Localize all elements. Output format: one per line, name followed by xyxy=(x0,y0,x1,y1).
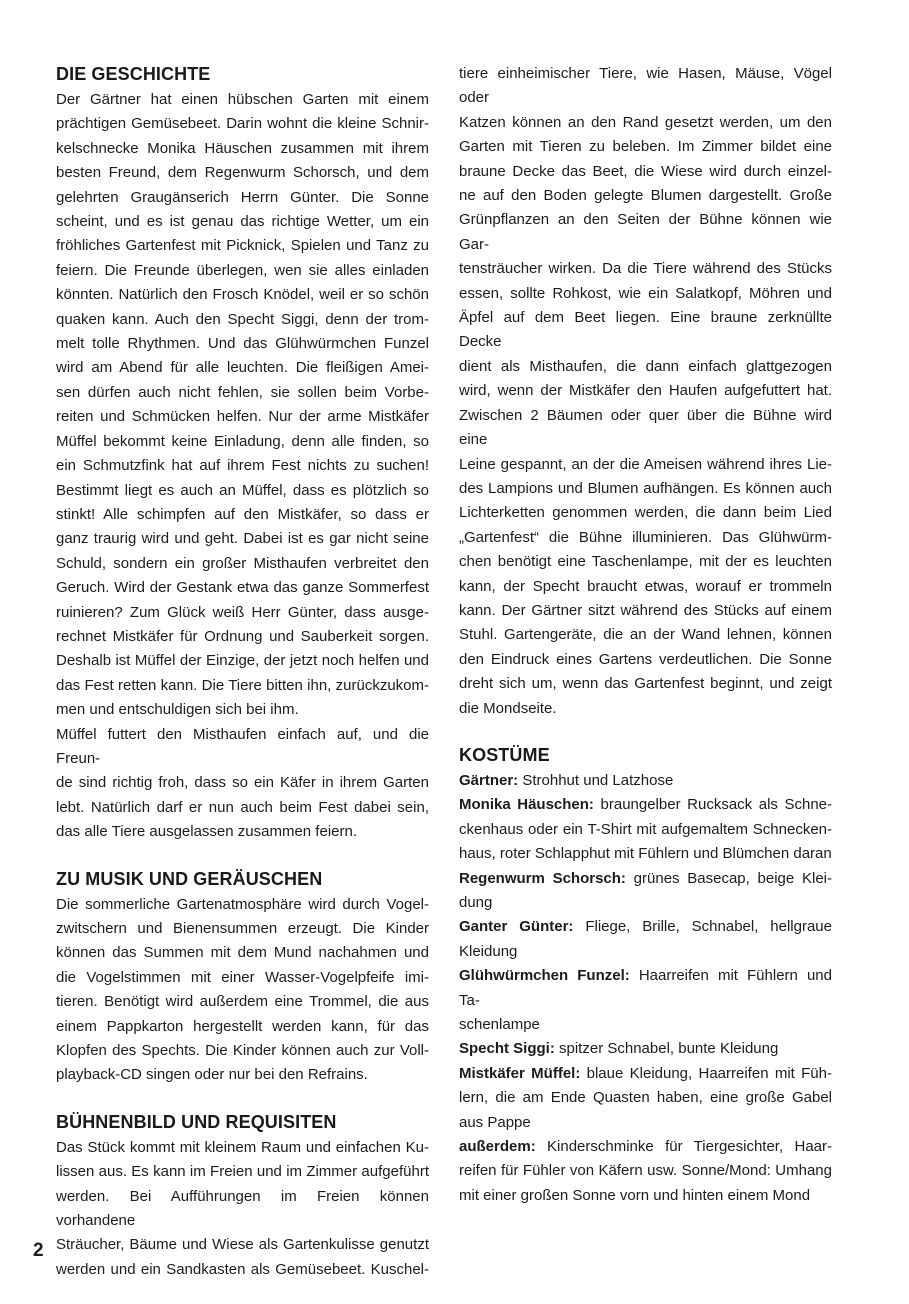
text-line: Sträucher, Bäume und Wiese als Gartenkulisse genutzt xyxy=(56,1236,429,1254)
text-line: Der Gärtner hat einen hübschen Garten mit einem xyxy=(56,91,429,108)
costume-line xyxy=(459,915,832,939)
costume-description: reifen für Fühler von Käfern usw. Sonne/Mond: Umhang xyxy=(459,1162,832,1180)
heading-kostueme: KOSTÜME xyxy=(459,744,550,765)
geschichte-text xyxy=(56,88,429,845)
costume-role: außerdem: xyxy=(459,1138,536,1156)
text-line: sen dürfen auch nicht fehlen, sie sollen beim Vorbe- xyxy=(56,383,429,401)
text-line: Geruch. Wird der Gestank etwa das ganze Sommerfest xyxy=(56,579,429,597)
costume-line xyxy=(459,1037,832,1061)
text-line: de sind richtig froh, dass so ein Käfer in ihrem Garten xyxy=(56,774,429,792)
left-column xyxy=(56,62,429,1304)
text-line: tiere einheimischer Tiere, wie Hasen, Mäuse, Vögel oder xyxy=(459,65,832,107)
costume-line xyxy=(459,1184,832,1208)
text-line: ruinieren? Zum Glück weiß Herr Günter, dass ausge- xyxy=(56,603,429,621)
costume-line xyxy=(459,867,832,891)
text-line: feiern. Die Freunde überlegen, wen sie alles einladen xyxy=(56,261,429,279)
costume-line xyxy=(459,964,832,1013)
text-line: die Mondseite. xyxy=(459,699,557,717)
costume-role: Glühwürmchen Funzel: xyxy=(459,967,630,985)
text-line: Bestimmt liegt es auch an Müffel, dass es plötzlich so xyxy=(56,481,429,499)
costume-line xyxy=(459,1159,832,1183)
text-line: werden und ein Sandkasten als Gemüsebeet. Kuschel- xyxy=(56,1260,429,1278)
costume-description: Fliege, Brille, Schnabel, hellgraue xyxy=(573,918,832,936)
text-line: kann, der Specht braucht etwas, worauf er trommeln xyxy=(459,577,832,595)
text-line: lebt. Natürlich darf er nun auch beim Fest dabei sein, xyxy=(56,798,429,816)
costume-role: Specht Siggi: xyxy=(459,1040,555,1058)
costume-line xyxy=(459,891,832,915)
text-line: melt tolle Rhythmen. Und das Glühwürmchen Funzel xyxy=(56,335,429,353)
costume-line xyxy=(459,1086,832,1110)
costume-description: mit einer großen Sonne vorn und hinten einem Mond xyxy=(459,1186,811,1204)
text-line: fröhliches Gartenfest mit Picknick, Spielen und Tanz zu xyxy=(56,237,429,255)
text-line: reiten und Schmücken helfen. Nur der arme Mistkäfer xyxy=(56,408,429,426)
text-line: playback-CD singen oder nur bei den Refrains. xyxy=(56,1066,368,1084)
text-line: gelehrten Graugänserich Herrn Günter. Die Sonne xyxy=(56,188,429,206)
text-line: kann. Der Gärtner sitzt während des Stücks auf einem xyxy=(459,601,832,619)
text-line: dreht sich um, wenn das Gartenfest beginnt, und zeigt xyxy=(459,675,832,693)
right-column xyxy=(459,62,832,1230)
costume-description: dung xyxy=(459,894,493,911)
buehnenbild-text-left xyxy=(56,1136,429,1282)
costume-description: Strohhut und Latzhose xyxy=(518,771,674,789)
costume-line xyxy=(459,769,832,793)
text-line: Katzen können an den Rand gesetzt werden, um den xyxy=(459,113,832,131)
text-line: zwitschern und Bienensummen erzeugt. Die Kinder xyxy=(56,920,429,937)
text-line: Garten mit Tieren zu beleben. Im Zimmer bildet eine xyxy=(459,138,832,156)
text-line: könnten. Natürlich den Frosch Knödel, weil er so schön xyxy=(56,286,429,304)
text-line: braune Decke das Beet, die Wiese wird durch einzel- xyxy=(459,162,832,180)
text-line: quaken kann. Auch den Specht Siggi, denn der trom- xyxy=(56,310,429,328)
costume-description: spitzer Schnabel, bunte Kleidung xyxy=(554,1040,779,1058)
text-line: Schuld, sondern ein großer Misthaufen verbreitet den xyxy=(56,554,429,572)
costume-description: grünes Basecap, beige Klei- xyxy=(625,869,832,887)
text-line: können das Summen mit dem Mund nachahmen und xyxy=(56,944,429,962)
costume-description: ckenhaus oder ein T-Shirt mit aufgemaltem Schnecken- xyxy=(459,820,832,838)
text-line: ein Schmutzfink hat auf ihrem Fest nichts zu suchen! xyxy=(56,457,429,475)
costume-description: haus, roter Schlapphut mit Fühlern und Blümchen daran xyxy=(459,845,832,863)
text-line: Leine gespannt, an der die Ameisen während ihres Lie- xyxy=(459,455,832,473)
text-line: dient als Misthaufen, die dann einfach glattgezogen xyxy=(459,357,832,375)
costume-line xyxy=(459,940,832,964)
costume-description: Haarreifen mit Fühlern und Ta- xyxy=(459,967,832,1009)
text-line: ne auf den Boden gelegte Blumen dargestellt. Große xyxy=(459,187,832,205)
costume-role: Ganter Günter: xyxy=(459,918,574,936)
text-line: des Lampions und Blumen aufhängen. Es können auch xyxy=(459,479,832,497)
text-line: Die sommerliche Gartenatmosphäre wird durch Vogel- xyxy=(56,895,429,913)
text-line: scheint, und es ist genau das richtige Wetter, um ein xyxy=(56,213,429,231)
text-line: „Gartenfest“ die Bühne illuminieren. Das Glühwürm- xyxy=(459,528,832,546)
text-line: Zwischen 2 Bäumen oder quer über die Bühne wird eine xyxy=(459,406,832,449)
section-geschichte xyxy=(56,62,429,845)
costume-role: Mistkäfer Müffel: xyxy=(459,1064,581,1082)
costume-role: Monika Häuschen: xyxy=(459,796,594,814)
text-line: Das Stück kommt mit kleinem Raum und einfachen Ku- xyxy=(56,1138,429,1156)
text-line: besten Freund, dem Regenwurm Schorsch, und dem xyxy=(56,164,429,182)
costume-description: blaue Kleidung, Haarreifen mit Füh- xyxy=(580,1064,832,1082)
costume-line xyxy=(459,1111,832,1135)
text-line: Lichterketten genommen werden, die dann beim Lied xyxy=(459,504,832,522)
costume-line xyxy=(459,1135,832,1159)
costume-description: Kinderschminke für Tiergesichter, Haar- xyxy=(535,1138,832,1156)
text-line: den Eindruck eines Gartens verdeutlichen. Die Sonne xyxy=(459,650,832,668)
section-musik xyxy=(56,867,429,1088)
heading-musik: ZU MUSIK UND GERÄUSCHEN xyxy=(56,868,323,889)
page-number: 2 xyxy=(33,1240,44,1261)
section-buehnenbild-continued xyxy=(459,62,832,721)
costume-line xyxy=(459,793,832,817)
text-line: Müffel futtert den Misthaufen einfach auf, und die Freun- xyxy=(56,725,429,767)
text-line: rechnet Mistkäfer für Ordnung und Sauberkeit sorgen. xyxy=(56,627,429,645)
costume-line xyxy=(459,842,832,866)
text-line: Äpfel auf dem Beet liegen. Eine braune zerknüllte Decke xyxy=(459,309,832,351)
text-line: chen benötigt eine Taschenlampe, mit der es leuchten xyxy=(459,553,832,571)
text-line: stinkt! Alle schimpfen auf den Mistkäfer, so dass er xyxy=(56,505,429,523)
costume-description: lern, die am Ende Quasten haben, eine große Gabel xyxy=(459,1089,832,1107)
costume-line xyxy=(459,818,832,842)
text-line: das Fest retten kann. Die Tiere bitten ihn, zurückzukom- xyxy=(56,676,429,694)
costume-role: Regenwurm Schorsch: xyxy=(459,869,626,887)
section-buehnenbild xyxy=(56,1110,429,1282)
text-line: essen, sollte Rohkost, wie ein Salatkopf, Möhren und xyxy=(459,284,832,302)
costume-line xyxy=(459,1013,832,1037)
costume-line xyxy=(459,1062,832,1086)
costume-description: schenlampe xyxy=(459,1016,540,1034)
text-line: wird am Abend für alle leuchten. Die fleißigen Amei- xyxy=(56,359,429,377)
text-line: Müffel bekommt keine Einladung, denn alle finden, so xyxy=(56,432,429,450)
text-line: einem Pappkarton hergestellt werden kann, für das xyxy=(56,1017,429,1035)
costume-description: braungelber Rucksack als Schne- xyxy=(593,796,832,814)
text-line: Klopfen des Spechts. Die Kinder können auch zur Voll- xyxy=(56,1042,429,1060)
text-line: lissen aus. Es kann im Freien und im Zimmer aufgeführt xyxy=(56,1163,429,1181)
costume-role: Gärtner: xyxy=(459,771,519,789)
text-line: ganz traurig wird und geht. Dabei ist es gar nicht seine xyxy=(56,530,429,548)
buehnenbild-text-right xyxy=(459,62,832,721)
text-line: werden. Bei Aufführungen im Freien können vorhandene xyxy=(56,1187,429,1230)
text-line: tensträucher wirken. Da die Tiere während des Stücks xyxy=(459,260,832,278)
text-line: wird, wenn der Mistkäfer den Haufen aufgefuttert hat. xyxy=(459,382,832,400)
heading-geschichte: DIE GESCHICHTE xyxy=(56,64,211,84)
text-line: das alle Tiere ausgelassen zusammen feiern. xyxy=(56,823,357,841)
text-line: Stuhl. Gartengeräte, die an der Wand lehnen, können xyxy=(459,626,832,644)
musik-text xyxy=(56,893,429,1088)
text-line: kelschnecke Monika Häuschen zusammen mit ihrem xyxy=(56,139,429,157)
heading-buehnenbild: BÜHNENBILD UND REQUISITEN xyxy=(56,1111,337,1132)
section-kostueme xyxy=(459,743,832,1208)
costume-description: Kleidung xyxy=(459,942,518,960)
text-line: die Vogelstimmen mit einer Wasser-Vogelpfeife imi- xyxy=(56,968,429,986)
text-line: prächtigen Gemüsebeet. Darin wohnt die kleine Schnir- xyxy=(56,115,429,133)
text-line: tieren. Benötigt wird außerdem eine Trommel, die aus xyxy=(56,993,429,1011)
text-line: Grünpflanzen an den Seiten der Bühne können wie Gar- xyxy=(459,211,832,253)
text-line: men und entschuldigen sich bei ihm. xyxy=(56,701,299,719)
text-line: Deshalb ist Müffel der Einzige, der jetzt noch helfen und xyxy=(56,652,429,670)
costume-list xyxy=(459,769,832,1208)
costume-description: aus Pappe xyxy=(459,1113,531,1131)
